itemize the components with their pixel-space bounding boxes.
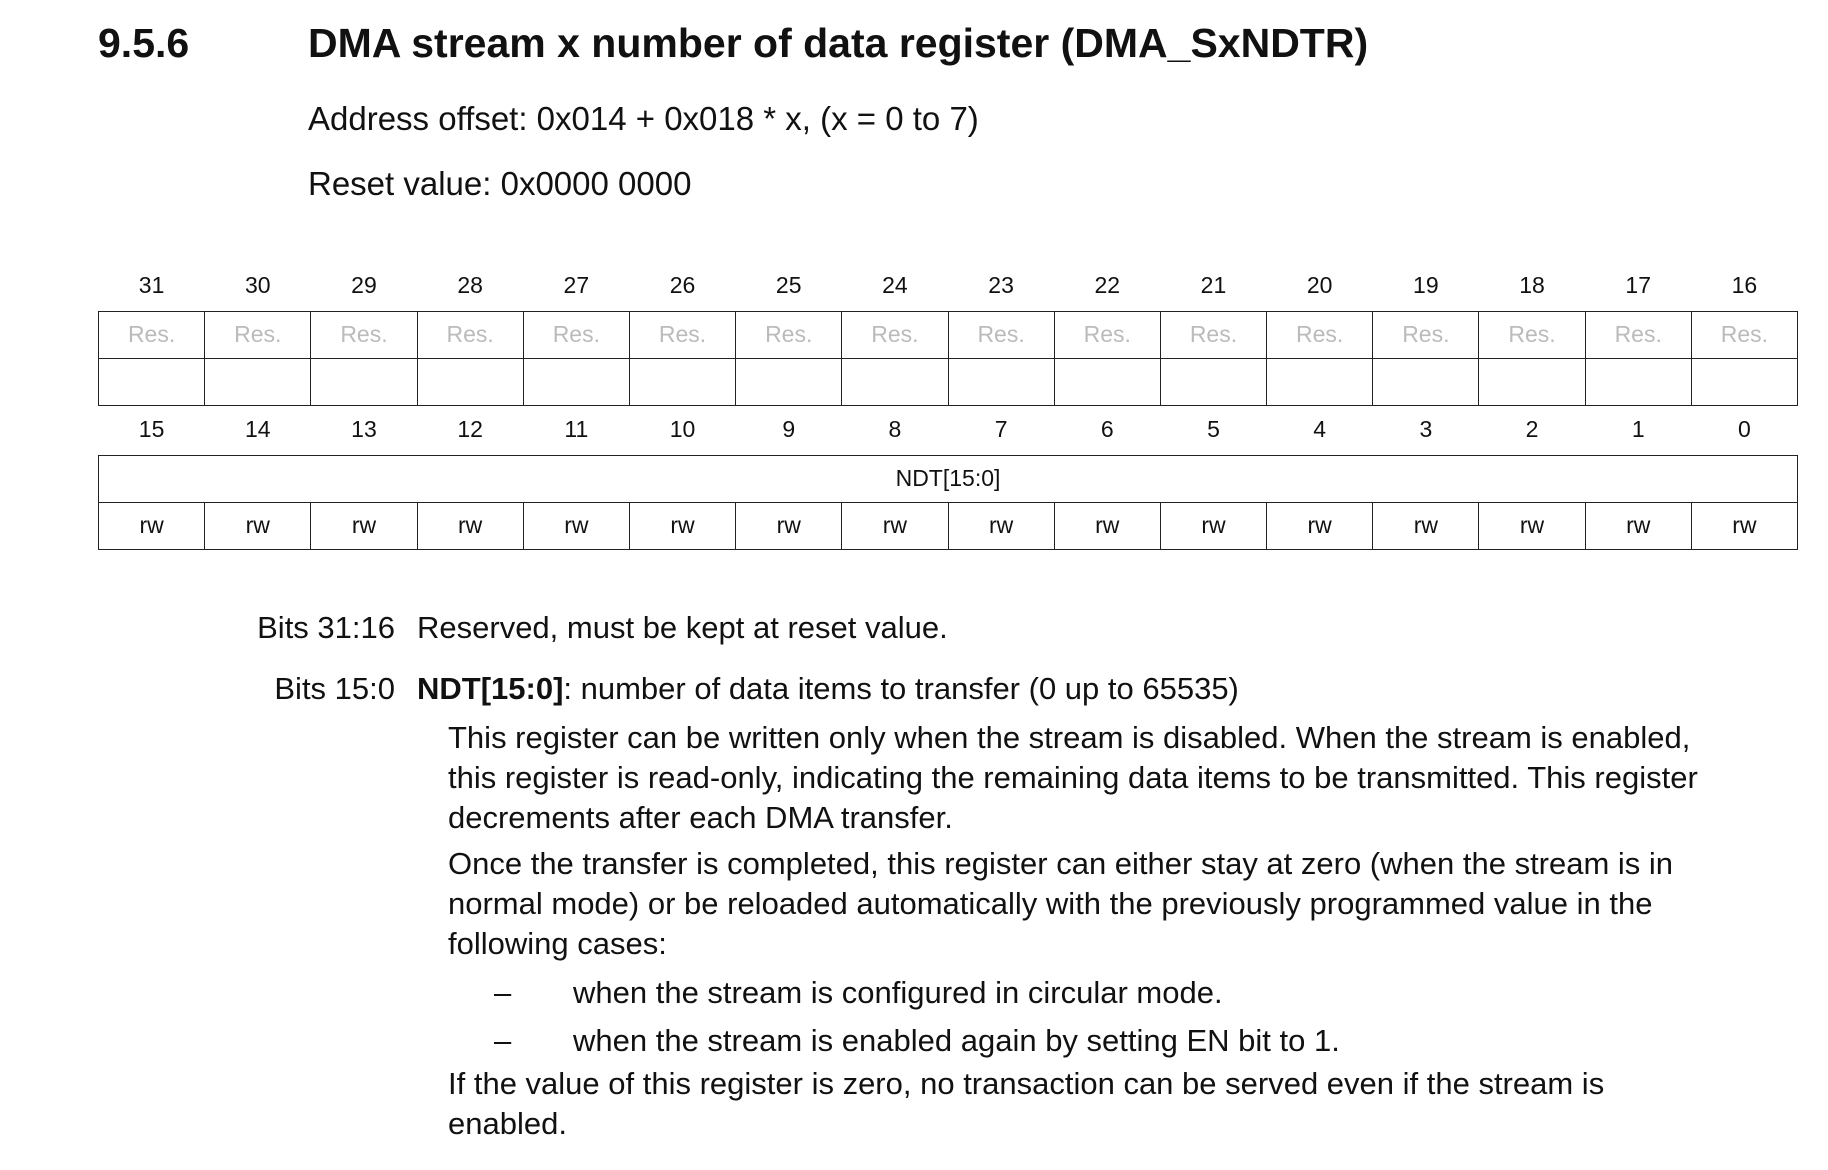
- bit-number: 10: [669, 416, 696, 443]
- bit-number: 22: [1094, 272, 1121, 299]
- access-type: rw: [523, 502, 629, 549]
- field-name-ndt: NDT[15:0]: [417, 671, 564, 706]
- bit-number: 27: [563, 272, 590, 299]
- reserved-bit: Res.: [1585, 311, 1691, 358]
- bit-number: 14: [244, 416, 271, 443]
- field-desc-reserved: Reserved, must be kept at reset value.: [417, 610, 948, 645]
- reserved-bit: Res.: [99, 311, 205, 358]
- bit-number: 5: [1207, 416, 1220, 443]
- access-type: rw: [948, 502, 1054, 549]
- reserved-bit: Res.: [1691, 311, 1797, 358]
- bit-number: 6: [1100, 416, 1114, 443]
- register-high-table: [98, 261, 1798, 406]
- bit-number: 2: [1525, 416, 1539, 443]
- access-type: rw: [1691, 502, 1797, 549]
- access-type: rw: [842, 502, 948, 549]
- reserved-bit: Res.: [523, 311, 629, 358]
- access-type: rw: [99, 502, 205, 549]
- bullet-item: when the stream is configured in circular mode.: [573, 975, 1223, 1010]
- reserved-bit: Res.: [311, 311, 417, 358]
- ndt-field: NDT[15:0]: [99, 455, 1798, 502]
- description-line: If the value of this register is zero, no transaction can be served even if the stream is: [448, 1066, 1605, 1101]
- bit-number: 1: [1631, 416, 1645, 443]
- empty-access-cell: [1691, 358, 1797, 405]
- description-line: following cases:: [448, 926, 667, 961]
- bit-number: 11: [564, 416, 589, 443]
- empty-access-cell: [311, 358, 417, 405]
- access-type: rw: [1160, 502, 1266, 549]
- bullet-dash: –: [494, 1023, 512, 1058]
- empty-access-cell: [736, 358, 842, 405]
- register-low-table: [98, 405, 1798, 550]
- empty-access-cell: [842, 358, 948, 405]
- empty-access-cell: [417, 358, 523, 405]
- bit-number: 8: [888, 416, 902, 443]
- bit-number: 12: [457, 416, 483, 443]
- access-type: rw: [736, 502, 842, 549]
- reserved-bit: Res.: [1054, 311, 1160, 358]
- field-desc-ndt: [417, 669, 1239, 709]
- empty-access-cell: [1054, 358, 1160, 405]
- access-type: rw: [311, 502, 417, 549]
- reserved-bit: Res.: [1267, 311, 1373, 358]
- bit-number: 17: [1625, 272, 1652, 299]
- section-title: DMA stream x number of data register (DMA_SxNDTR): [308, 20, 1369, 66]
- bit-number: 26: [669, 272, 696, 299]
- bit-number: 25: [775, 272, 802, 299]
- empty-access-cell: [1585, 358, 1691, 405]
- access-type: rw: [629, 502, 735, 549]
- empty-access-cell: [1160, 358, 1266, 405]
- reserved-bit: Res.: [1373, 311, 1479, 358]
- bit-number: 30: [244, 272, 271, 299]
- bit-number: 18: [1519, 272, 1545, 299]
- reserved-bit: Res.: [948, 311, 1054, 358]
- description-line: Once the transfer is completed, this register can either stay at zero (when the stream is in: [448, 846, 1674, 881]
- empty-access-cell: [1267, 358, 1373, 405]
- description-line: This register can be written only when the stream is disabled. When the stream is enabled,: [448, 720, 1691, 755]
- field-bits-15-0: Bits 15:0: [274, 671, 395, 706]
- empty-access-cell: [948, 358, 1054, 405]
- reserved-bit: Res.: [1160, 311, 1266, 358]
- bit-number: 3: [1419, 416, 1433, 443]
- reserved-bit: Res.: [1479, 311, 1585, 358]
- bit-number: 4: [1313, 416, 1327, 443]
- access-type: rw: [205, 502, 311, 549]
- bit-number: 16: [1731, 272, 1758, 299]
- access-type: rw: [1267, 502, 1373, 549]
- field-summary: : number of data items to transfer (0 up to 65535): [563, 671, 1239, 706]
- bit-number: 0: [1738, 416, 1751, 443]
- reserved-bit: Res.: [842, 311, 948, 358]
- field-bits-31-16: Bits 31:16: [257, 610, 395, 645]
- reserved-bit: Res.: [736, 311, 842, 358]
- bit-number: 13: [351, 416, 377, 443]
- bullet-item: when the stream is enabled again by setting EN bit to 1.: [573, 1023, 1340, 1058]
- access-type: rw: [1373, 502, 1479, 549]
- bit-number: 9: [782, 416, 796, 443]
- description-line: decrements after each DMA transfer.: [448, 800, 953, 835]
- bit-number: 20: [1306, 272, 1333, 299]
- reserved-bit: Res.: [417, 311, 523, 358]
- description-line: enabled.: [448, 1106, 567, 1141]
- bit-number: 28: [457, 272, 483, 299]
- access-type: rw: [1054, 502, 1160, 549]
- bit-number: 15: [138, 416, 165, 443]
- empty-access-cell: [523, 358, 629, 405]
- access-type: rw: [1479, 502, 1585, 549]
- reserved-bit: Res.: [205, 311, 311, 358]
- bit-number: 7: [994, 416, 1008, 443]
- empty-access-cell: [205, 358, 311, 405]
- empty-access-cell: [99, 358, 205, 405]
- description-line: this register is read-only, indicating the remaining data items to be transmitted. This register: [448, 760, 1698, 795]
- access-type: rw: [1585, 502, 1691, 549]
- reset-value: Reset value: 0x0000 0000: [308, 165, 692, 202]
- address-offset: Address offset: 0x014 + 0x018 * x, (x = 0 to 7): [308, 100, 979, 137]
- reserved-bit: Res.: [629, 311, 735, 358]
- empty-access-cell: [629, 358, 735, 405]
- section-number: 9.5.6: [98, 20, 190, 66]
- empty-access-cell: [1479, 358, 1585, 405]
- empty-access-cell: [1373, 358, 1479, 405]
- bit-number: 31: [138, 272, 165, 299]
- bit-number: 29: [351, 272, 377, 299]
- bit-number: 23: [988, 272, 1014, 299]
- access-type: rw: [417, 502, 523, 549]
- bullet-dash: –: [494, 975, 512, 1010]
- bit-number: 19: [1413, 272, 1439, 299]
- description-line: normal mode) or be reloaded automatically with the previously programmed value in the: [448, 886, 1653, 921]
- bit-number: 24: [882, 272, 908, 299]
- bit-number: 21: [1200, 272, 1227, 299]
